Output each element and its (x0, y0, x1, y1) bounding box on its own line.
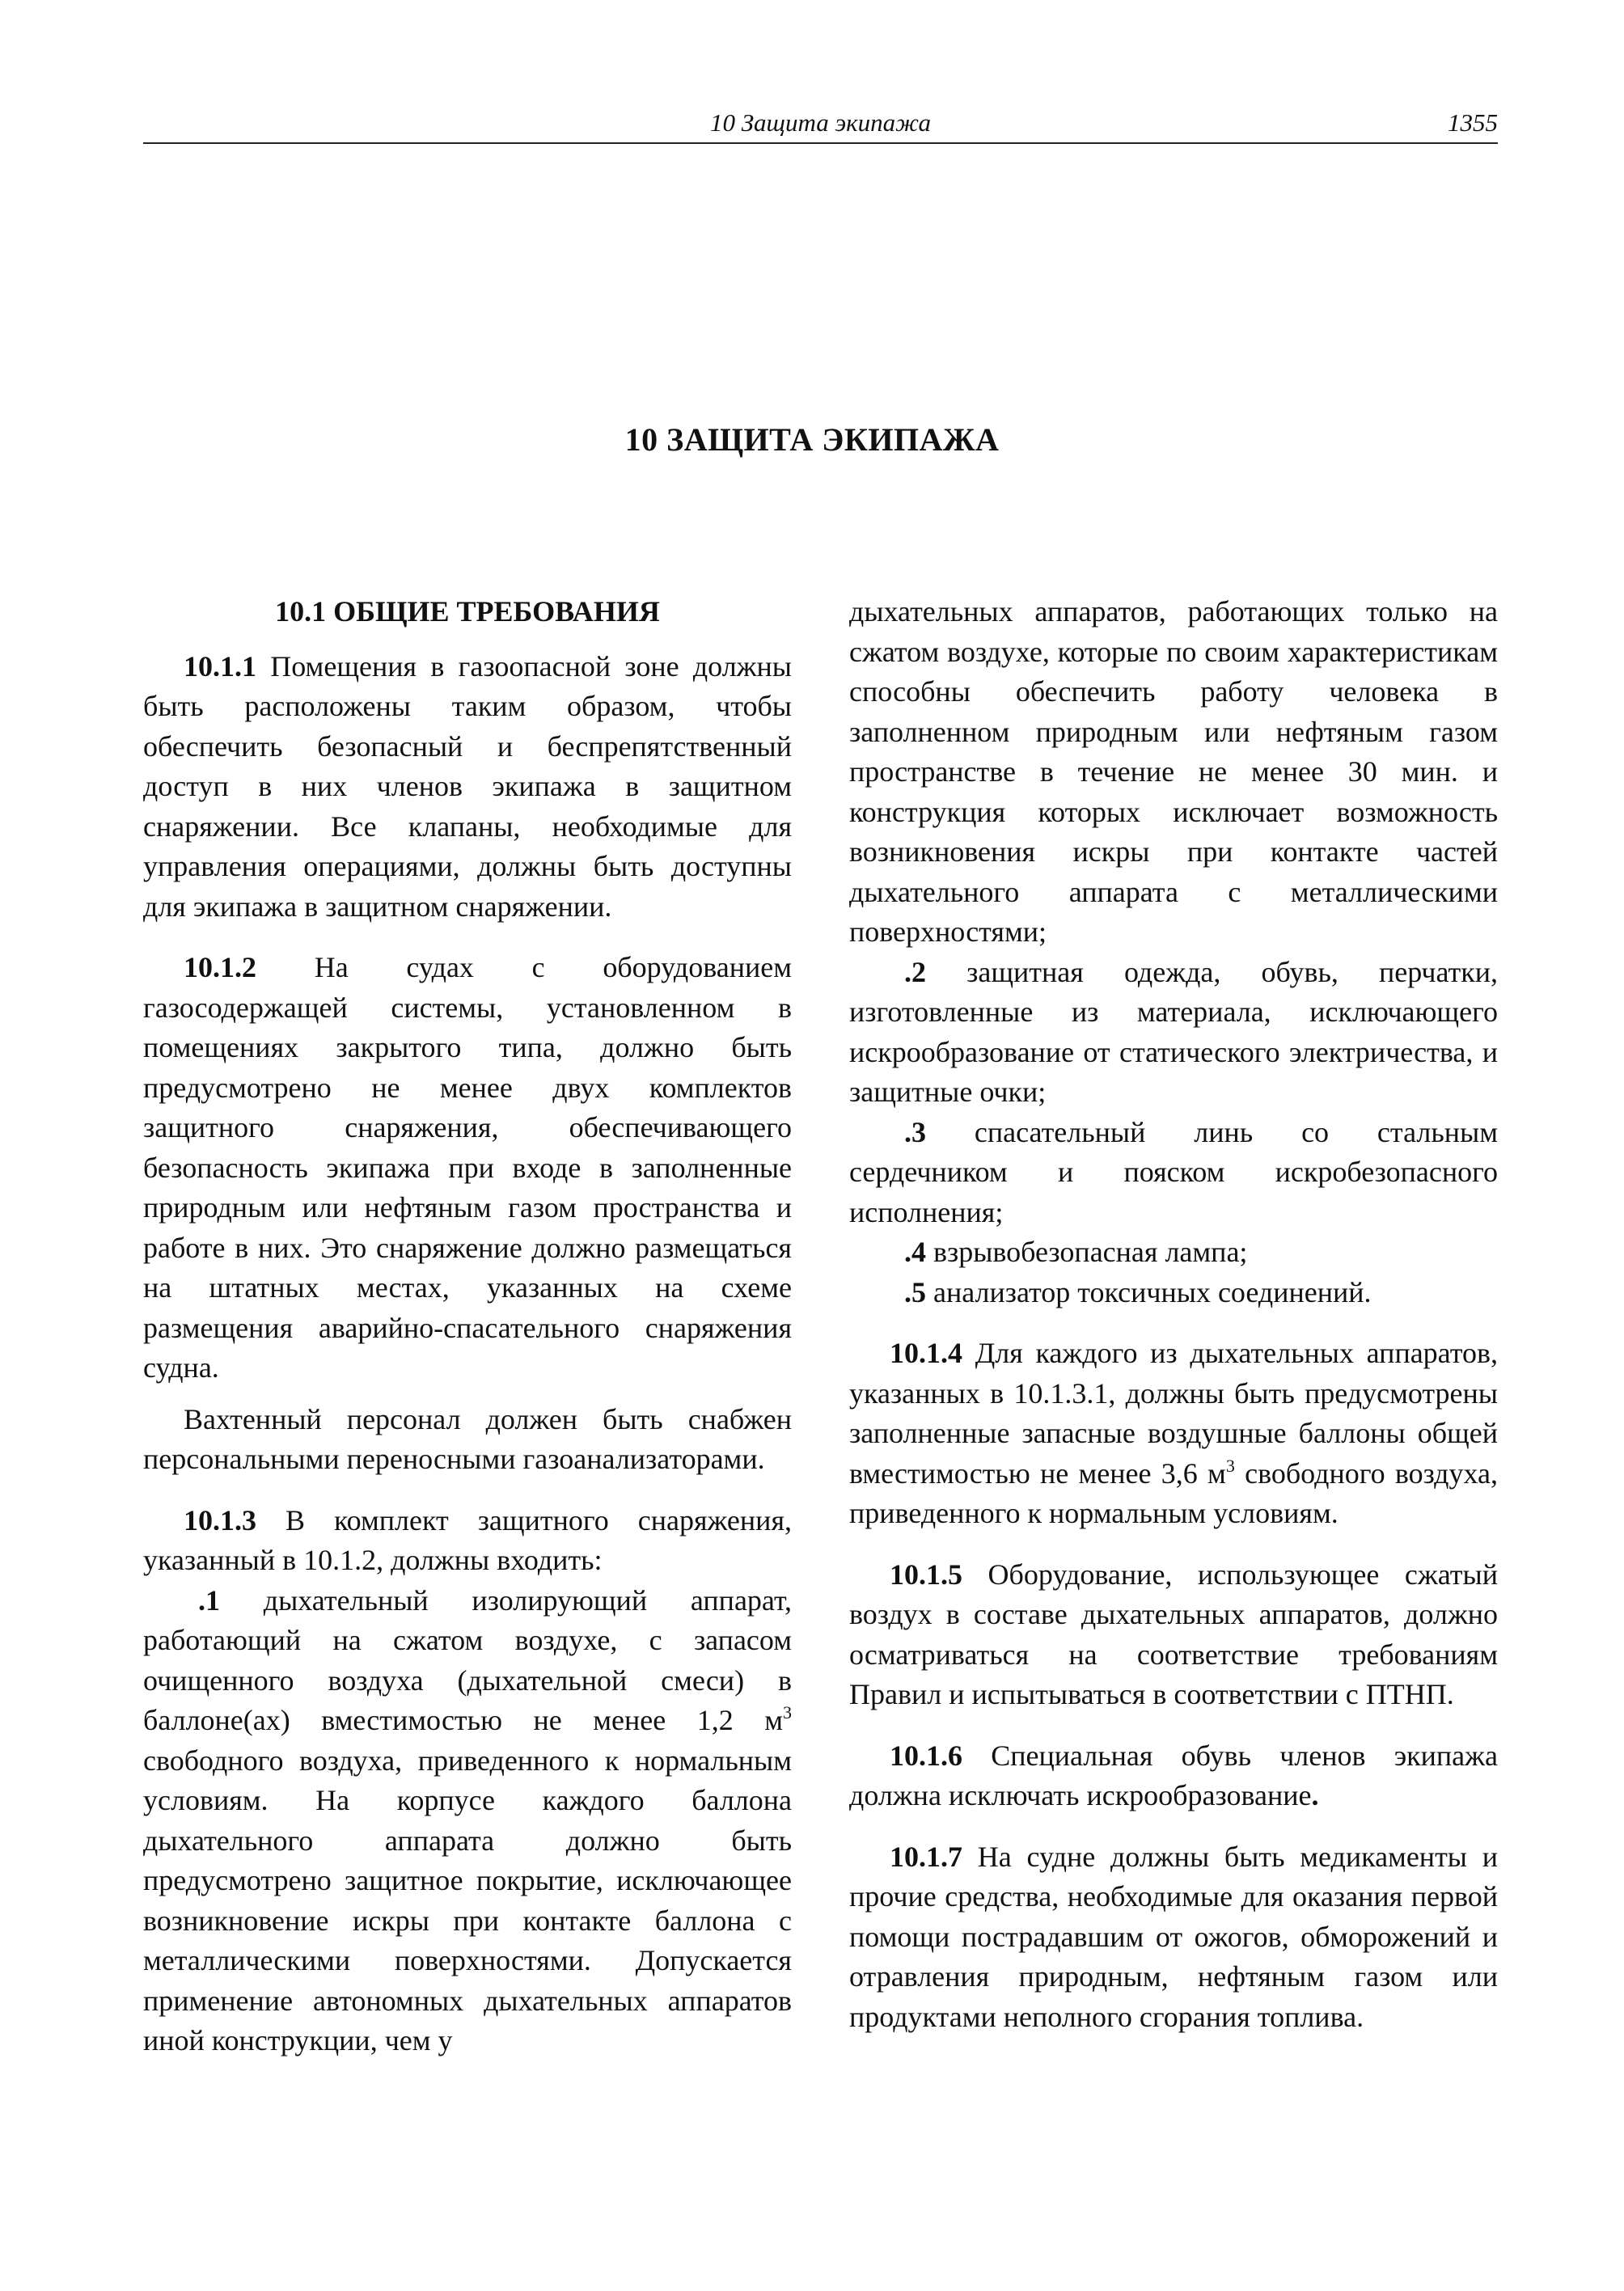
paragraph-10-1-5 (849, 1555, 1498, 1715)
paragraph-text: Помещения в газоопасной зоне должны быть расположены таким образом, чтобы обеспечить безопасный и беспрепятственный доступ в них членов экипажа в защитном снаряжении. Все клапаны, необходимые для управления операциями, должны быть доступны для экипажа в защитном снаряжении. (143, 649, 792, 923)
item-number: .3 (904, 1115, 926, 1148)
list-item-1 (143, 1581, 792, 2061)
paragraph-10-1-7 (849, 1837, 1498, 2038)
item-text: дыхательный изолирующий аппарат, работающий на сжатом воздухе, с запасом очищенного воздуха (дыхательной смеси) в баллоне(ах) вместимостью не менее 1,2 м (143, 1583, 792, 1736)
item-number: .5 (904, 1275, 926, 1308)
item-text: свободного воздуха, приведенного к нормальным условиям. На корпусе каждого баллона дыхательного аппарата должно быть предусмотрено защитное покрытие, исключающее возникновение искры при контакте баллона с металлическими поверхностями. Допускается применение автономных дыхательных аппаратов иной конструкции, чем у (143, 1744, 792, 2056)
paragraph-text: На судах с оборудованием газосодержащей системы, установленном в помещениях закрытого типа, должно быть предусмотрено не менее двух комплектов защитного снаряжения, обеспечивающего безопасность экипажа при входе в заполненные природным или нефтяным газом пространства и работе в них. Это снаряжение должно размещаться на штатных местах, указанных на схеме размещения аварийно-спасательного снаряжения судна. (143, 951, 792, 1384)
item-text: защитная одежда, обувь, перчатки, изготовленные из материала, исключающего искрообразование от статического электричества, и защитные очки; (849, 955, 1498, 1108)
item-text: анализатор токсичных соединений. (926, 1275, 1372, 1308)
superscript: 3 (783, 1702, 792, 1722)
right-column (849, 592, 1498, 2037)
chapter-title: 10 ЗАЩИТА ЭКИПАЖА (624, 421, 1000, 458)
list-item-3 (849, 1113, 1498, 1233)
running-header (143, 104, 1498, 144)
item-text: дыхательных аппаратов, работающих только на сжатом воздухе, которые по своим характеристикам способны обеспечить работу человека в заполненном природным или нефтяным газом пространстве в течение не менее 30 мин. и конструкция которых исключает возможность возникновения искры при контакте частей дыхательного аппарата с металлическими поверхностями; (849, 595, 1498, 948)
paragraph-text: На судне должны быть медикаменты и прочие средства, необходимые для оказания первой помощи пострадавшим от ожогов, обморожений и отравления природным, нефтяным газом или продуктами неполного сгорания топлива. (849, 1840, 1498, 2033)
left-column (143, 592, 792, 2061)
paragraph-10-1-2 (143, 948, 792, 1389)
clause-number: 10.1.4 (890, 1337, 962, 1369)
paragraph-text: Специальная обувь членов экипажа должна исключать искрообразование (849, 1739, 1498, 1811)
item-number: .4 (904, 1236, 926, 1268)
paragraph-10-1-4 (849, 1334, 1498, 1534)
paragraph-text: Вахтенный персонал должен быть снабжен персональными переносными газоанализаторами. (143, 1402, 792, 1475)
paragraph-10-1-3 (143, 1501, 792, 1581)
item-number: .1 (198, 1583, 220, 1617)
clause-number: 10.1.2 (184, 951, 256, 983)
list-item-4 (849, 1232, 1498, 1273)
list-item-2 (849, 953, 1498, 1113)
period: . (1311, 1779, 1319, 1811)
clause-number: 10.1.7 (890, 1840, 962, 1873)
item-number: .2 (904, 955, 926, 988)
section-title: 10.1 ОБЩИЕ ТРЕБОВАНИЯ (275, 595, 660, 628)
paragraph-text: Для каждого из дыхательных аппаратов, указанных в 10.1.3.1, должны быть предусмотрены заполненные запасные воздушные баллоны общей вместимостью не менее 3,6 м (849, 1337, 1498, 1490)
list-item-5 (849, 1273, 1498, 1313)
paragraph-watch-personnel (143, 1400, 792, 1480)
clause-number: 10.1.3 (184, 1503, 256, 1536)
item-text: спасательный линь со стальным сердечником и пояском искробезопасного исполнения; (849, 1115, 1498, 1228)
paragraph-10-1-1 (143, 647, 792, 928)
item-text: взрывобезопасная лампа; (926, 1236, 1248, 1268)
clause-number: 10.1.5 (890, 1558, 962, 1591)
clause-number: 10.1.1 (184, 649, 256, 683)
page-number: 1355 (1448, 108, 1498, 137)
clause-number: 10.1.6 (890, 1739, 962, 1772)
paragraph-text: В комплект защитного снаряжения, указанный в 10.1.2, должны входить: (143, 1503, 792, 1576)
paragraph-10-1-6 (849, 1736, 1498, 1816)
paragraph-text: Оборудование, использующее сжатый воздух в составе дыхательных аппаратов, должно осматриваться на соответствие требованиям Правил и испытываться в соответствии с ПТНП. (849, 1558, 1498, 1710)
superscript: 3 (1225, 1455, 1235, 1476)
list-item-1-continued (849, 592, 1498, 953)
paragraph-text: свободного воздуха, приведенного к нормальным условиям. (849, 1456, 1498, 1529)
running-title: 10 Защита экипажа (709, 108, 932, 137)
